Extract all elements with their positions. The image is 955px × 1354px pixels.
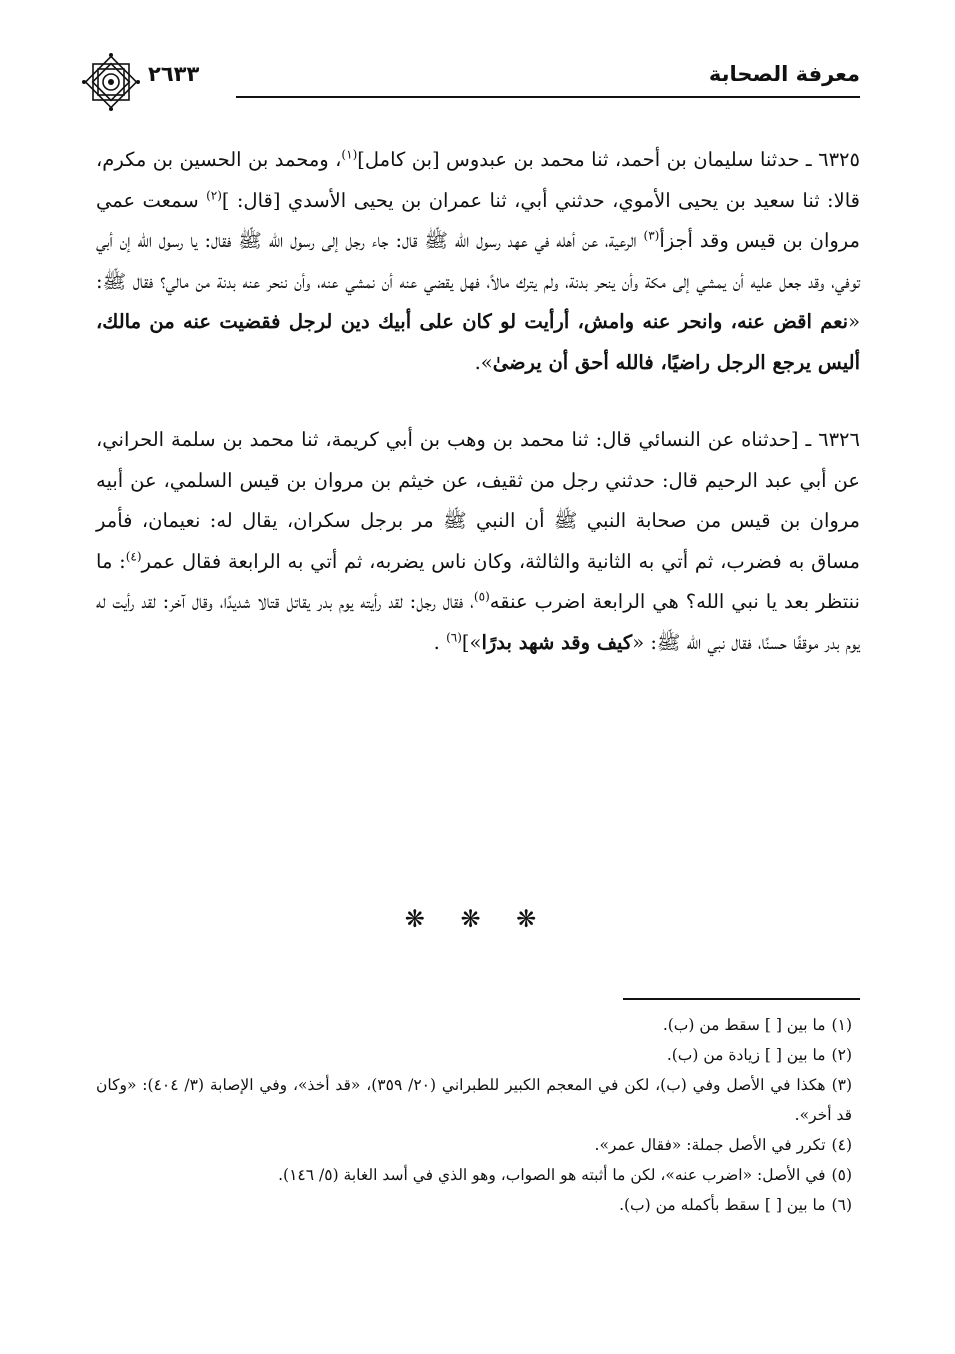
- footnote: [96, 1070, 860, 1130]
- hadith-text: : ما ننتظر بعد يا نبي الله؟ هي الرابعة اضرب عنقه: [96, 549, 860, 613]
- footnote-text: ما بين [ ] زيادة من (ب).: [666, 1046, 826, 1064]
- footnote-number: (٢): [831, 1046, 852, 1064]
- running-header: [96, 58, 860, 98]
- footnote-ref: (٦): [446, 630, 462, 644]
- octagonal-star-ornament-icon: [80, 51, 142, 113]
- footnote: [96, 1010, 860, 1040]
- hadith-paragraph: [96, 140, 860, 383]
- footnote-ref: (٤): [125, 549, 142, 563]
- hadith-text: »]: [461, 630, 482, 654]
- footnote-ref: (١): [341, 147, 358, 162]
- hadith-text: .: [433, 630, 447, 654]
- footnote-rule: [623, 998, 860, 1000]
- hadith-text: ، ومحمد بن الحسين بن مكرم، قالا: ثنا سعيد بن يحيى الأموي، حدثني أبي، ثنا عمران بن يحيى الأسدي [قال: ]: [96, 148, 860, 212]
- prophetic-quote: نعم اقض عنه، وانحر عنه وامش، أرأيت لو كان على أبيك دين لرجل فقضيت عنه من مالك، أليس يرجع الرجل راضيًا، فالله أحق أن يرضىٰ: [96, 310, 860, 374]
- header-rule: [236, 96, 860, 98]
- footnote-number: (١): [831, 1016, 852, 1034]
- footnote-text: هكذا في الأصل وفي (ب)، لكن في المعجم الكبير للطبراني (٢٠/ ٣٥٩)، «قد أخذ»، وفي الإصابة (٣/ ٤٠٤): «وكان قد أخر».: [96, 1076, 852, 1124]
- footnote-text: في الأصل: «اضرب عنه»، لكن ما أثبته هو الصواب، وهو الذي في أسد الغابة (٥/ ١٤٦).: [278, 1166, 826, 1184]
- hadith-paragraph: [96, 420, 860, 663]
- footnote-number: (٦): [831, 1196, 852, 1214]
- main-text: [96, 140, 860, 663]
- footnote-text: ما بين [ ] سقط من (ب).: [662, 1016, 826, 1034]
- footnote: [96, 1040, 860, 1070]
- footnote-text: تكرر في الأصل جملة: «فقال عمر».: [594, 1136, 826, 1154]
- hadith-text: ».: [474, 350, 493, 374]
- hadith-text: ٦٣٢٥ ـ حدثنا سليمان بن أحمد، ثنا محمد بن عبدوس [بن كامل]: [357, 148, 860, 171]
- footnote-ref: (٥): [473, 589, 490, 604]
- footnote: [96, 1190, 860, 1220]
- hadith-text: الرعية، عن أهله في عهد رسول الله ﷺ قال: جاء رجل إلى رسول الله ﷺ فقال: يا رسول الله إن أبي توفي، وقد جعل عليه أن يمشي إلى مكة وأن ينحر بدنة، ولم يترك مالاً، فهل يقضي عنه أن نمشي عنه، وأن ننحر عنه بدنة من مالي؟ فقال ﷺ: «: [96, 229, 860, 333]
- book-title: معرفة الصحابة: [708, 62, 860, 86]
- footnote: [96, 1160, 860, 1190]
- hadith-text: ، فقال رجل: لقد رأيته يوم بدر يقاتل قتالا شديدًا، وقال آخر: لقد رأيت له يوم بدر موقفًا حسنًا، فقال نبي الله ﷺ: «: [96, 590, 860, 654]
- footnotes: [96, 1010, 860, 1220]
- footnote-number: (٣): [831, 1076, 853, 1094]
- footnote-ref: (٢): [206, 188, 222, 202]
- prophetic-quote: كيف وقد شهد بدرًا: [481, 630, 633, 654]
- hadith-text: ٦٣٢٦ ـ [حدثناه عن النسائي قال: ثنا محمد بن وهب بن أبي كريمة، ثنا محمد بن سلمة الحراني، عن أبي عبد الرحيم قال: حدثني رجل من ثقيف، عن خيثم بن مروان بن قيس السلمي، عن أبيه مروان بن قيس من صحابة النبي ﷺ أن النبي ﷺ مر برجل سكران، يقال له: نعيمان، فأمر مساق به فضرب، ثم أتي به الثانية والثالثة، وكان ناس يضربه، ثم أتي به الرابعة فقال عمر: [96, 428, 860, 573]
- footnote-ref: (٣): [643, 228, 660, 243]
- footnote-text: ما بين [ ] سقط بأكمله من (ب).: [619, 1196, 826, 1214]
- footnote-number: (٤): [831, 1136, 852, 1154]
- section-separator: ❋ ❋ ❋: [404, 905, 551, 933]
- footnote: [96, 1130, 860, 1160]
- footnote-number: (٥): [831, 1166, 852, 1184]
- hadith-text: سمعت عمي مروان بن قيس وقد أجزأ: [96, 188, 860, 252]
- page-number: ٢٦٣٣: [148, 62, 200, 86]
